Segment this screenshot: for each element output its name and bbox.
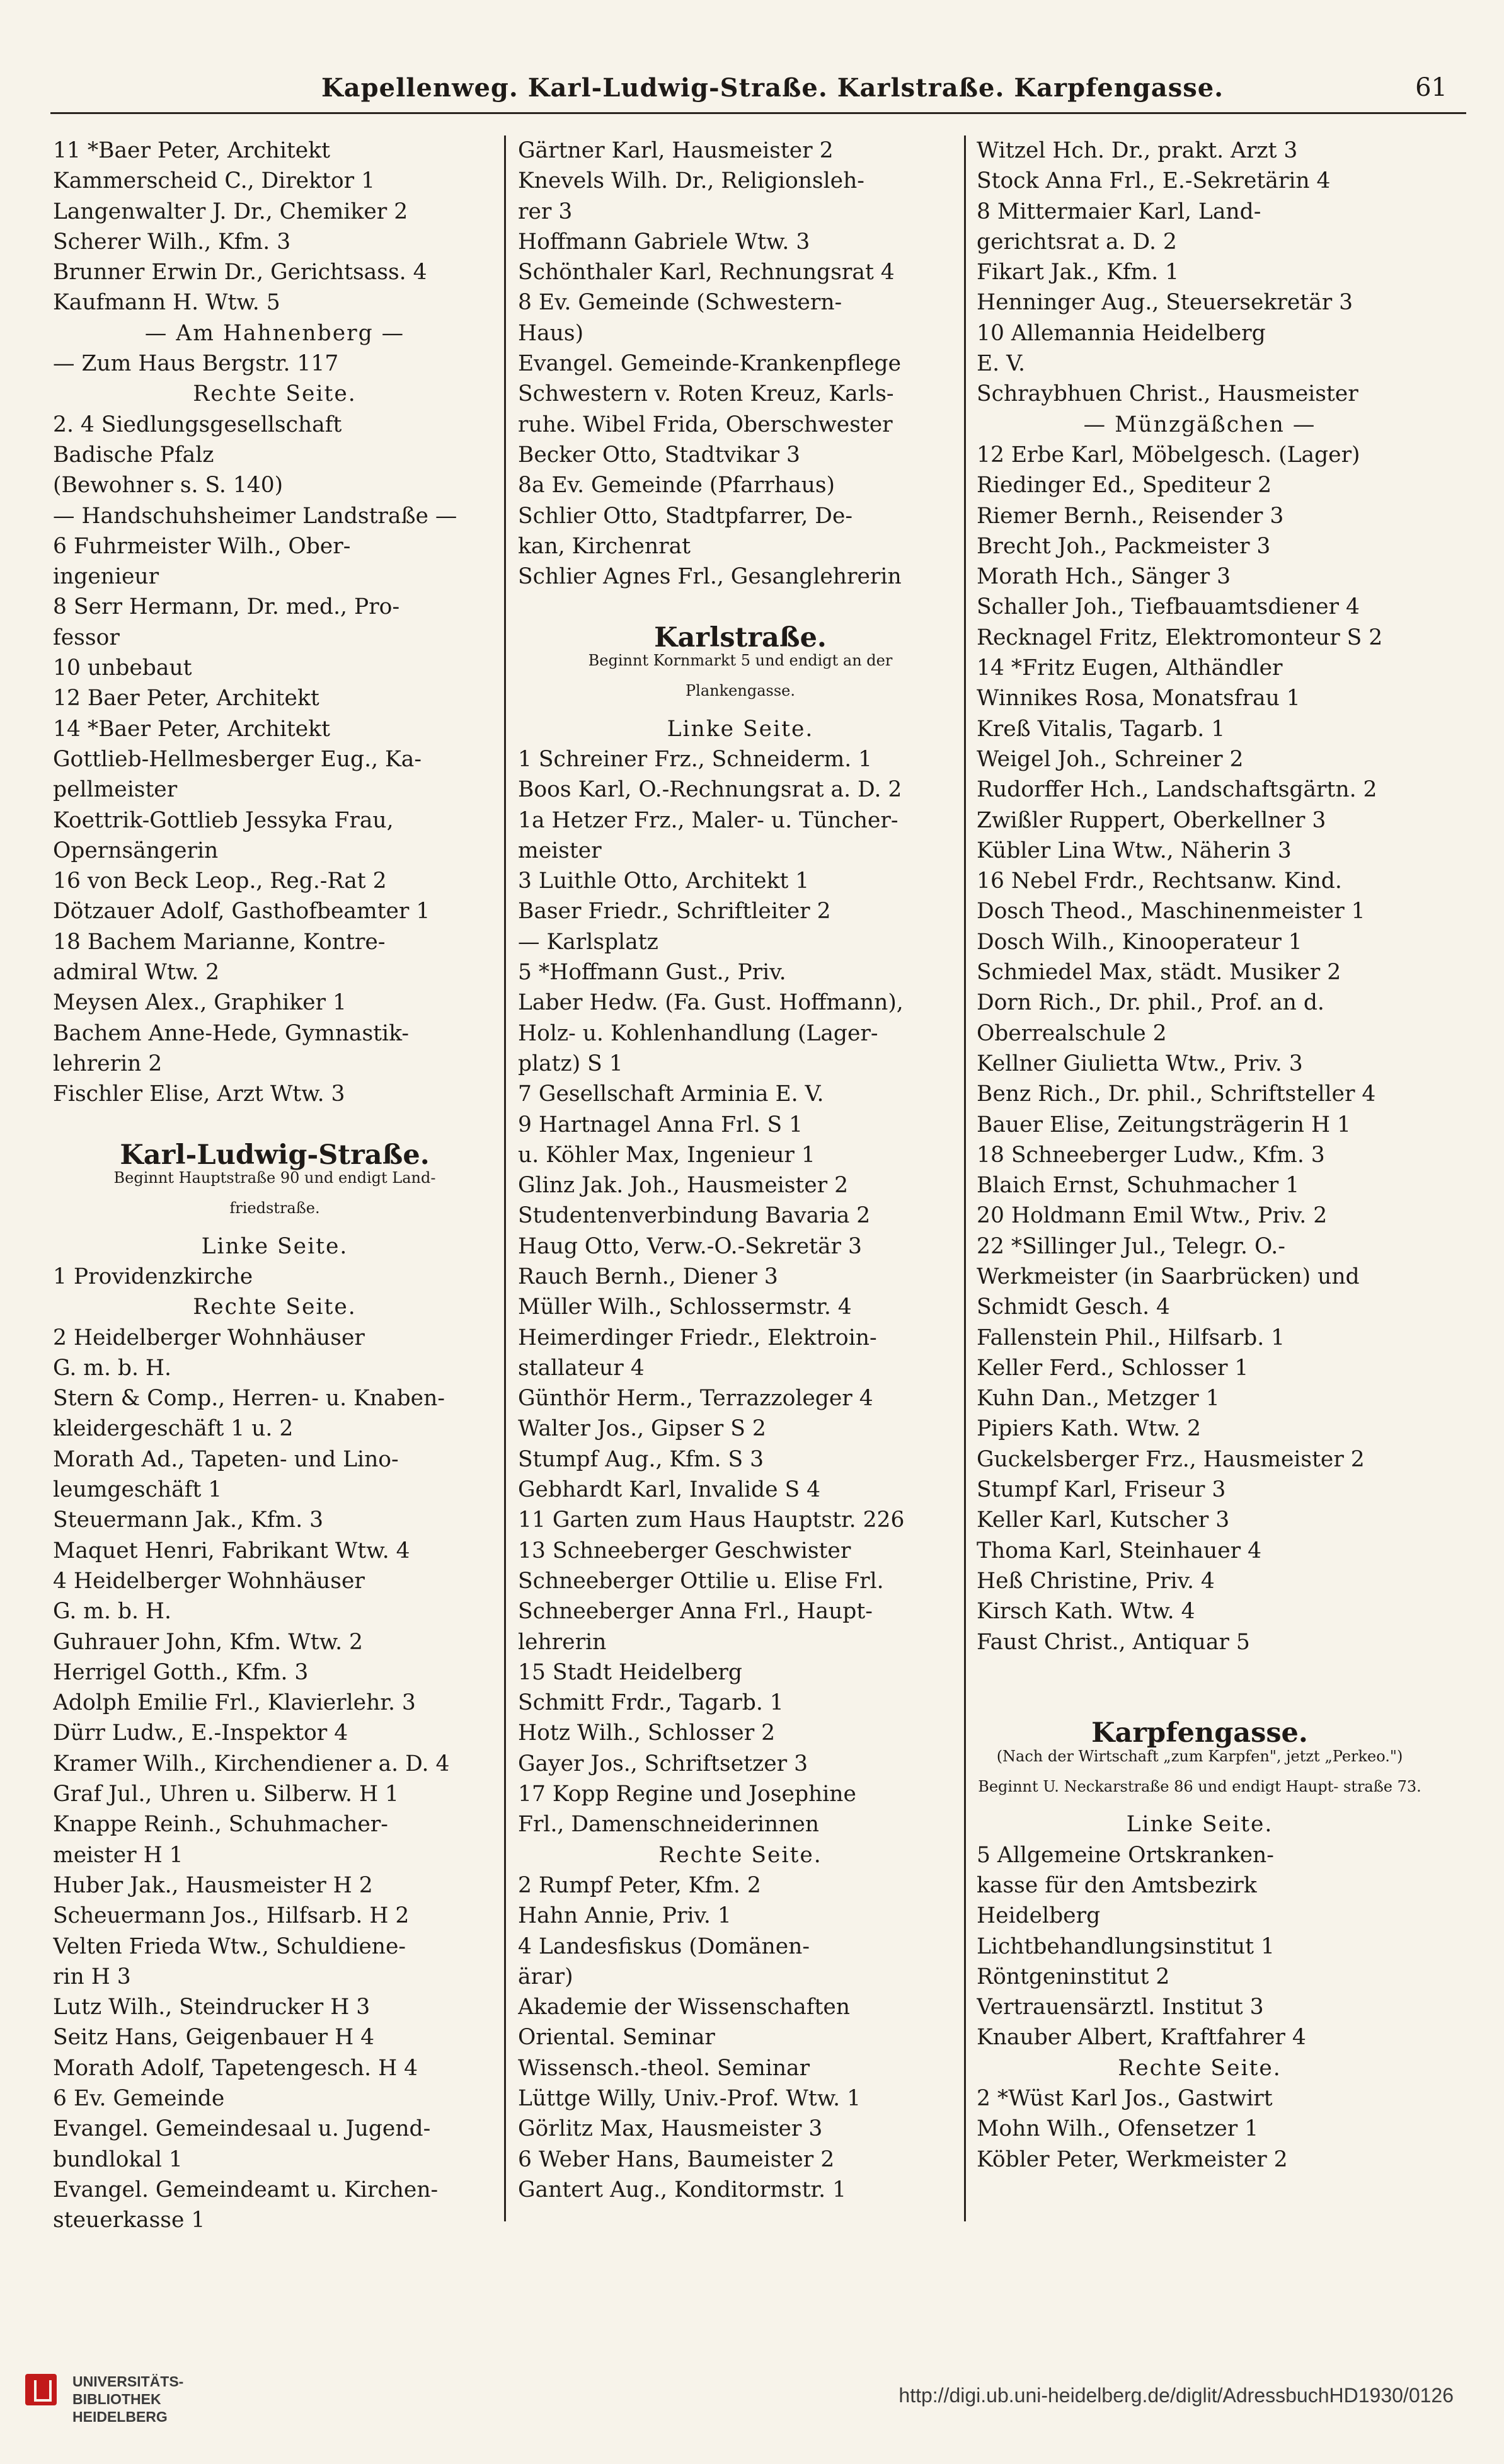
- directory-line: Röntgeninstitut 2: [977, 1964, 1170, 1989]
- directory-line: [518, 592, 963, 622]
- directory-line: 11 Garten zum Haus Hauptstr. 226: [518, 1507, 905, 1533]
- side-heading: Linke Seite.: [1126, 1812, 1273, 1838]
- directory-line: Kellner Giulietta Wtw., Priv. 3: [977, 1051, 1303, 1076]
- directory-line: Evangel. Gemeindeamt u. Kirchen-: [53, 2177, 439, 2202]
- directory-line: Laber Hedw. (Fa. Gust. Hoffmann),: [518, 990, 904, 1016]
- directory-line: Stock Anna Frl., E.-Sekretärin 4: [977, 168, 1331, 194]
- directory-line: Evangel. Gemeinde-Krankenpflege: [518, 351, 902, 377]
- directory-line: Schraybhuen Christ., Hausmeister: [977, 381, 1358, 407]
- directory-line: Blaich Ernst, Schuhmacher 1: [977, 1173, 1300, 1199]
- directory-line: 14 *Baer Peter, Architekt: [53, 716, 330, 742]
- library-footer: [0, 2360, 1504, 2464]
- side-heading: Rechte Seite.: [658, 1842, 822, 1868]
- directory-line: Brecht Joh., Packmeister 3: [977, 533, 1271, 559]
- directory-line: Adolph Emilie Frl., Klavierlehr. 3: [53, 1690, 416, 1716]
- directory-line: Graf Jul., Uhren u. Silberw. H 1: [53, 1782, 399, 1807]
- street-heading: Karlstraße.: [654, 621, 827, 653]
- street-description: Plankengasse.: [686, 682, 795, 700]
- directory-line: [977, 1657, 1423, 1688]
- directory-line: Holz- u. Kohlenhandlung (Lager-: [518, 1020, 878, 1046]
- directory-line: Maquet Henri, Fabrikant Wtw. 4: [53, 1538, 410, 1563]
- side-heading: Rechte Seite.: [193, 381, 357, 407]
- directory-line: 22 *Sillinger Jul., Telegr. O.-: [977, 1233, 1285, 1259]
- directory-line: G. m. b. H.: [53, 1355, 171, 1381]
- directory-line: Schaller Joh., Tiefbauamtsdiener 4: [977, 594, 1360, 620]
- directory-line: Walter Jos., Gipser S 2: [518, 1416, 766, 1442]
- directory-line: Weigel Joh., Schreiner 2: [977, 746, 1244, 772]
- directory-line: Guckelsberger Frz., Hausmeister 2: [977, 1446, 1365, 1472]
- directory-line: Köbler Peter, Werkmeister 2: [977, 2146, 1288, 2172]
- street-description: Beginnt Hauptstraße 90 und endigt Land-: [113, 1169, 436, 1187]
- directory-line: Zwißler Ruppert, Oberkellner 3: [977, 807, 1326, 833]
- directory-line: Oberrealschule 2: [977, 1020, 1167, 1046]
- directory-line: Haug Otto, Verw.-O.-Sekretär 3: [518, 1233, 862, 1259]
- directory-line: platz) S 1: [518, 1051, 623, 1076]
- side-heading: Linke Seite.: [667, 716, 814, 742]
- directory-line: 4 Heidelberger Wohnhäuser: [53, 1568, 365, 1594]
- directory-line: Hahn Annie, Priv. 1: [518, 1903, 732, 1929]
- directory-line: Rudorffer Hch., Landschaftsgärtn. 2: [977, 777, 1377, 803]
- directory-line: 18 Schneeberger Ludw., Kfm. 3: [977, 1142, 1325, 1168]
- directory-line: Velten Frieda Wtw., Schuldiene-: [53, 1933, 406, 1959]
- directory-line: 9 Hartnagel Anna Frl. S 1: [518, 1112, 803, 1137]
- side-heading: Linke Seite.: [201, 1233, 348, 1259]
- directory-line: u. Köhler Max, Ingenieur 1: [518, 1142, 815, 1168]
- directory-line: 4 Landesfiskus (Domänen-: [518, 1933, 810, 1959]
- directory-line: — Karlsplatz: [518, 929, 658, 955]
- directory-line: Dürr Ludw., E.-Inspektor 4: [53, 1720, 348, 1746]
- directory-line: 5 *Hoffmann Gust., Priv.: [518, 960, 786, 986]
- directory-line: [53, 1110, 497, 1140]
- directory-line: Heß Christine, Priv. 4: [977, 1568, 1215, 1594]
- directory-line: Morath Adolf, Tapetengesch. H 4: [53, 2055, 418, 2081]
- directory-line: Kammerscheid C., Direktor 1: [53, 168, 376, 194]
- directory-line: gerichtsrat a. D. 2: [977, 229, 1177, 255]
- directory-line: 14 *Fritz Eugen, Althändler: [977, 655, 1283, 681]
- directory-line: Kreß Vitalis, Tagarb. 1: [977, 716, 1226, 742]
- directory-line: Gebhardt Karl, Invalide S 4: [518, 1477, 821, 1503]
- directory-line: rer 3: [518, 199, 573, 224]
- directory-line: Pipiers Kath. Wtw. 2: [977, 1416, 1201, 1442]
- directory-line: Scheuermann Jos., Hilfsarb. H 2: [53, 1903, 410, 1929]
- directory-line: [977, 1688, 1423, 1718]
- directory-line: Schlier Otto, Stadtpfarrer, De-: [518, 503, 853, 529]
- directory-line: 2. 4 Siedlungsgesellschaft: [53, 412, 342, 437]
- directory-line: Gantert Aug., Konditormstr. 1: [518, 2177, 847, 2202]
- directory-line: Schmiedel Max, städt. Musiker 2: [977, 960, 1341, 986]
- directory-line: leumgeschäft 1: [53, 1477, 222, 1503]
- directory-line: Oriental. Seminar: [518, 2025, 715, 2051]
- permalink-url[interactable]: http://digi.ub.uni-heidelberg.de/diglit/AdressbuchHD1930/0126: [898, 2384, 1454, 2407]
- directory-line: Frl., Damenschneiderinnen: [518, 1812, 819, 1838]
- directory-line: 8 Mittermaier Karl, Land-: [977, 199, 1261, 224]
- directory-line: Mohn Wilh., Ofensetzer 1: [977, 2116, 1259, 2142]
- directory-line: 7 Gesellschaft Arminia E. V.: [518, 1081, 824, 1107]
- directory-line: Knauber Albert, Kraftfahrer 4: [977, 2025, 1306, 2051]
- directory-line: Dosch Wilh., Kinooperateur 1: [977, 929, 1302, 955]
- page-number: 61: [1415, 73, 1447, 102]
- directory-line: (Bewohner s. S. 140): [53, 473, 284, 498]
- directory-line: Rauch Bernh., Diener 3: [518, 1264, 778, 1289]
- directory-line: meister: [518, 838, 602, 863]
- directory-line: Seitz Hans, Geigenbauer H 4: [53, 2025, 375, 2051]
- directory-line: Keller Ferd., Schlosser 1: [977, 1355, 1249, 1381]
- street-description: Beginnt U. Neckarstraße 86 und endigt Haupt- straße 73.: [978, 1778, 1421, 1796]
- directory-line: Kuhn Dan., Metzger 1: [977, 1386, 1220, 1412]
- directory-line: Glinz Jak. Joh., Hausmeister 2: [518, 1173, 849, 1199]
- column-right: [977, 135, 1423, 2175]
- directory-line: meister H 1: [53, 1842, 183, 1868]
- directory-line: lehrerin: [518, 1629, 607, 1655]
- directory-line: Badische Pfalz: [53, 442, 214, 468]
- column-rule: [504, 135, 506, 2221]
- directory-line: Hotz Wilh., Schlosser 2: [518, 1720, 776, 1746]
- street-description: Beginnt Kornmarkt 5 und endigt an der: [588, 652, 893, 670]
- directory-line: 10 unbebaut: [53, 655, 192, 681]
- directory-line: 11 *Baer Peter, Architekt: [53, 138, 330, 163]
- running-head: [50, 68, 1466, 114]
- directory-line: 12 Baer Peter, Architekt: [53, 686, 319, 711]
- directory-line: Opernsängerin: [53, 838, 219, 863]
- directory-line: E. V.: [977, 351, 1025, 377]
- directory-line: 2 Rumpf Peter, Kfm. 2: [518, 1872, 761, 1898]
- library-name-line: UNIVERSITÄTS-: [72, 2373, 184, 2390]
- directory-line: stallateur 4: [518, 1355, 645, 1381]
- directory-line: Becker Otto, Stadtvikar 3: [518, 442, 801, 468]
- directory-line: Witzel Hch. Dr., prakt. Arzt 3: [977, 138, 1298, 163]
- street-heading: Karl-Ludwig-Straße.: [120, 1139, 430, 1171]
- directory-line: Schönthaler Karl, Rechnungsrat 4: [518, 260, 895, 285]
- directory-line: Koettrik-Gottlieb Jessyka Frau,: [53, 807, 394, 833]
- directory-line: pellmeister: [53, 777, 178, 803]
- directory-line: 10 Allemannia Heidelberg: [977, 320, 1266, 346]
- directory-line: Schlier Agnes Frl., Gesanglehrerin: [518, 564, 902, 590]
- directory-line: Kirsch Kath. Wtw. 4: [977, 1599, 1195, 1625]
- directory-line: Schmidt Gesch. 4: [977, 1294, 1170, 1320]
- directory-line: Recknagel Fritz, Elektromonteur S 2: [977, 625, 1383, 650]
- directory-line: Stumpf Karl, Friseur 3: [977, 1477, 1226, 1503]
- street-heading: Karpfengasse.: [1091, 1717, 1308, 1749]
- directory-line: — Handschuhsheimer Landstraße —: [53, 503, 457, 529]
- directory-line: Winnikes Rosa, Monatsfrau 1: [977, 686, 1300, 711]
- directory-line: Bachem Anne-Hede, Gymnastik-: [53, 1020, 410, 1046]
- directory-line: 6 Ev. Gemeinde: [53, 2086, 225, 2111]
- column-rule: [964, 135, 966, 2221]
- directory-line: Herrigel Gotth., Kfm. 3: [53, 1659, 309, 1685]
- directory-line: Langenwalter J. Dr., Chemiker 2: [53, 199, 408, 224]
- directory-line: Keller Karl, Kutscher 3: [977, 1507, 1230, 1533]
- directory-line: kan, Kirchenrat: [518, 533, 691, 559]
- directory-line: Evangel. Gemeindesaal u. Jugend-: [53, 2116, 431, 2142]
- directory-line: Schneeberger Ottilie u. Elise Frl.: [518, 1568, 884, 1594]
- directory-line: Kübler Lina Wtw., Näherin 3: [977, 838, 1292, 863]
- directory-line: admiral Wtw. 2: [53, 960, 220, 986]
- directory-line: Lüttge Willy, Univ.-Prof. Wtw. 1: [518, 2086, 861, 2111]
- directory-line: Heimerdinger Friedr., Elektroin-: [518, 1325, 877, 1350]
- directory-line: Müller Wilh., Schlossermstr. 4: [518, 1294, 852, 1320]
- library-name: [72, 2373, 183, 2426]
- directory-line: Huber Jak., Hausmeister H 2: [53, 1872, 373, 1898]
- directory-line: Günthör Herm., Terrazzoleger 4: [518, 1386, 873, 1412]
- directory-line: 16 Nebel Frdr., Rechtsanw. Kind.: [977, 868, 1342, 894]
- directory-line: Dorn Rich., Dr. phil., Prof. an d.: [977, 990, 1324, 1016]
- library-logo-icon: [25, 2374, 57, 2405]
- directory-line: ärar): [518, 1964, 573, 1989]
- directory-line: Steuermann Jak., Kfm. 3: [53, 1507, 324, 1533]
- directory-line: Bauer Elise, Zeitungsträgerin H 1: [977, 1112, 1351, 1137]
- directory-line: Guhrauer John, Kfm. Wtw. 2: [53, 1629, 363, 1655]
- directory-line: Hoffmann Gabriele Wtw. 3: [518, 229, 810, 255]
- directory-line: 2 Heidelberger Wohnhäuser: [53, 1325, 365, 1350]
- directory-line: Wissensch.-theol. Seminar: [518, 2055, 810, 2081]
- directory-line: 1 Schreiner Frz., Schneiderm. 1: [518, 746, 873, 772]
- directory-line: 1a Hetzer Frz., Maler- u. Tüncher-: [518, 807, 898, 833]
- directory-line: Schwestern v. Roten Kreuz, Karls-: [518, 381, 894, 407]
- directory-line: Faust Christ., Antiquar 5: [977, 1629, 1250, 1655]
- directory-line: lehrerin 2: [53, 1051, 163, 1076]
- directory-line: kasse für den Amtsbezirk: [977, 1872, 1257, 1898]
- directory-line: Fallenstein Phil., Hilfsarb. 1: [977, 1325, 1285, 1350]
- directory-line: ruhe. Wibel Frida, Oberschwester: [518, 412, 893, 437]
- directory-line: Stern & Comp., Herren- u. Knaben-: [53, 1386, 445, 1412]
- side-heading: Rechte Seite.: [193, 1294, 357, 1320]
- directory-line: Kaufmann H. Wtw. 5: [53, 290, 280, 316]
- directory-line: 12 Erbe Karl, Möbelgesch. (Lager): [977, 442, 1360, 468]
- directory-line: Heidelberg: [977, 1903, 1101, 1929]
- directory-line: ingenieur: [53, 564, 159, 590]
- directory-line: Werkmeister (in Saarbrücken) und: [977, 1264, 1360, 1289]
- directory-line: Haus): [518, 320, 584, 346]
- directory-line: Görlitz Max, Hausmeister 3: [518, 2116, 823, 2142]
- directory-line: 8a Ev. Gemeinde (Pfarrhaus): [518, 473, 835, 498]
- directory-line: kleidergeschäft 1 u. 2: [53, 1416, 294, 1442]
- directory-line: rin H 3: [53, 1964, 131, 1989]
- directory-line: Knevels Wilh. Dr., Religionsleh-: [518, 168, 864, 194]
- directory-line: Gottlieb-Hellmesberger Eug., Ka-: [53, 746, 422, 772]
- directory-line: Studentenverbindung Bavaria 2: [518, 1203, 871, 1229]
- running-title: Kapellenweg. Karl-Ludwig-Straße. Karlstraße. Karpfengasse.: [321, 73, 1224, 103]
- directory-line: — Am Hahnenberg —: [144, 320, 405, 346]
- street-description: (Nach der Wirtschaft „zum Karpfen", jetzt „Perkeo."): [996, 1747, 1403, 1765]
- directory-line: Meysen Alex., Graphiker 1: [53, 990, 347, 1016]
- directory-line: 8 Serr Hermann, Dr. med., Pro-: [53, 594, 400, 620]
- directory-line: Kramer Wilh., Kirchendiener a. D. 4: [53, 1751, 450, 1776]
- directory-line: Baser Friedr., Schriftleiter 2: [518, 899, 831, 924]
- directory-line: Benz Rich., Dr. phil., Schriftsteller 4: [977, 1081, 1376, 1107]
- directory-line: Dötzauer Adolf, Gasthofbeamter 1: [53, 899, 430, 924]
- directory-line: bundlokal 1: [53, 2146, 183, 2172]
- column-middle: [518, 135, 963, 2205]
- directory-line: Fikart Jak., Kfm. 1: [977, 260, 1180, 285]
- directory-line: Thoma Karl, Steinhauer 4: [977, 1538, 1262, 1563]
- library-name-line: BIBLIOTHEK: [72, 2391, 161, 2407]
- directory-line: Gärtner Karl, Hausmeister 2: [518, 138, 834, 163]
- directory-line: Riedinger Ed., Spediteur 2: [977, 473, 1272, 498]
- directory-line: 6 Weber Hans, Baumeister 2: [518, 2146, 835, 2172]
- directory-line: Morath Hch., Sänger 3: [977, 564, 1231, 590]
- directory-line: Scherer Wilh., Kfm. 3: [53, 229, 291, 255]
- directory-line: 2 *Wüst Karl Jos., Gastwirt: [977, 2086, 1273, 2111]
- directory-line: steuerkasse 1: [53, 2208, 205, 2233]
- directory-line: Riemer Bernh., Reisender 3: [977, 503, 1284, 529]
- directory-line: Schmitt Frdr., Tagarb. 1: [518, 1690, 784, 1716]
- directory-line: Schneeberger Anna Frl., Haupt-: [518, 1599, 873, 1625]
- directory-line: 3 Luithle Otto, Architekt 1: [518, 868, 810, 894]
- directory-line: Lichtbehandlungsinstitut 1: [977, 1933, 1275, 1959]
- directory-line: — Zum Haus Bergstr. 117: [53, 351, 339, 377]
- column-left: [53, 135, 497, 2235]
- directory-line: Fischler Elise, Arzt Wtw. 3: [53, 1081, 345, 1107]
- directory-line: 16 von Beck Leop., Reg.-Rat 2: [53, 868, 387, 894]
- directory-line: Stumpf Aug., Kfm. S 3: [518, 1446, 764, 1472]
- directory-line: 18 Bachem Marianne, Kontre-: [53, 929, 386, 955]
- directory-line: Brunner Erwin Dr., Gerichtsass. 4: [53, 260, 427, 285]
- directory-line: 17 Kopp Regine und Josephine: [518, 1782, 856, 1807]
- directory-line: — Münzgäßchen —: [1083, 412, 1316, 437]
- directory-line: G. m. b. H.: [53, 1599, 171, 1625]
- directory-line: 6 Fuhrmeister Wilh., Ober-: [53, 533, 351, 559]
- directory-line: Knappe Reinh., Schuhmacher-: [53, 1812, 388, 1838]
- side-heading: Rechte Seite.: [1118, 2055, 1282, 2081]
- directory-line: 8 Ev. Gemeinde (Schwestern-: [518, 290, 842, 316]
- directory-line: Akademie der Wissenschaften: [518, 1995, 851, 2020]
- directory-line: Henninger Aug., Steuersekretär 3: [977, 290, 1353, 316]
- directory-line: fessor: [53, 625, 120, 650]
- directory-line: Dosch Theod., Maschinenmeister 1: [977, 899, 1365, 924]
- directory-line: 20 Holdmann Emil Wtw., Priv. 2: [977, 1203, 1328, 1229]
- directory-line: 13 Schneeberger Geschwister: [518, 1538, 851, 1563]
- directory-line: Vertrauensärztl. Institut 3: [977, 1995, 1264, 2020]
- directory-line: Gayer Jos., Schriftsetzer 3: [518, 1751, 808, 1776]
- street-description: friedstraße.: [229, 1199, 320, 1218]
- directory-line: 5 Allgemeine Ortskranken-: [977, 1842, 1274, 1868]
- directory-line: 15 Stadt Heidelberg: [518, 1659, 743, 1685]
- directory-line: Boos Karl, O.-Rechnungsrat a. D. 2: [518, 777, 902, 803]
- directory-line: Morath Ad., Tapeten- und Lino-: [53, 1446, 399, 1472]
- directory-line: 1 Providenzkirche: [53, 1264, 253, 1289]
- directory-line: Lutz Wilh., Steindrucker H 3: [53, 1995, 370, 2020]
- library-name-line: HEIDELBERG: [72, 2409, 168, 2425]
